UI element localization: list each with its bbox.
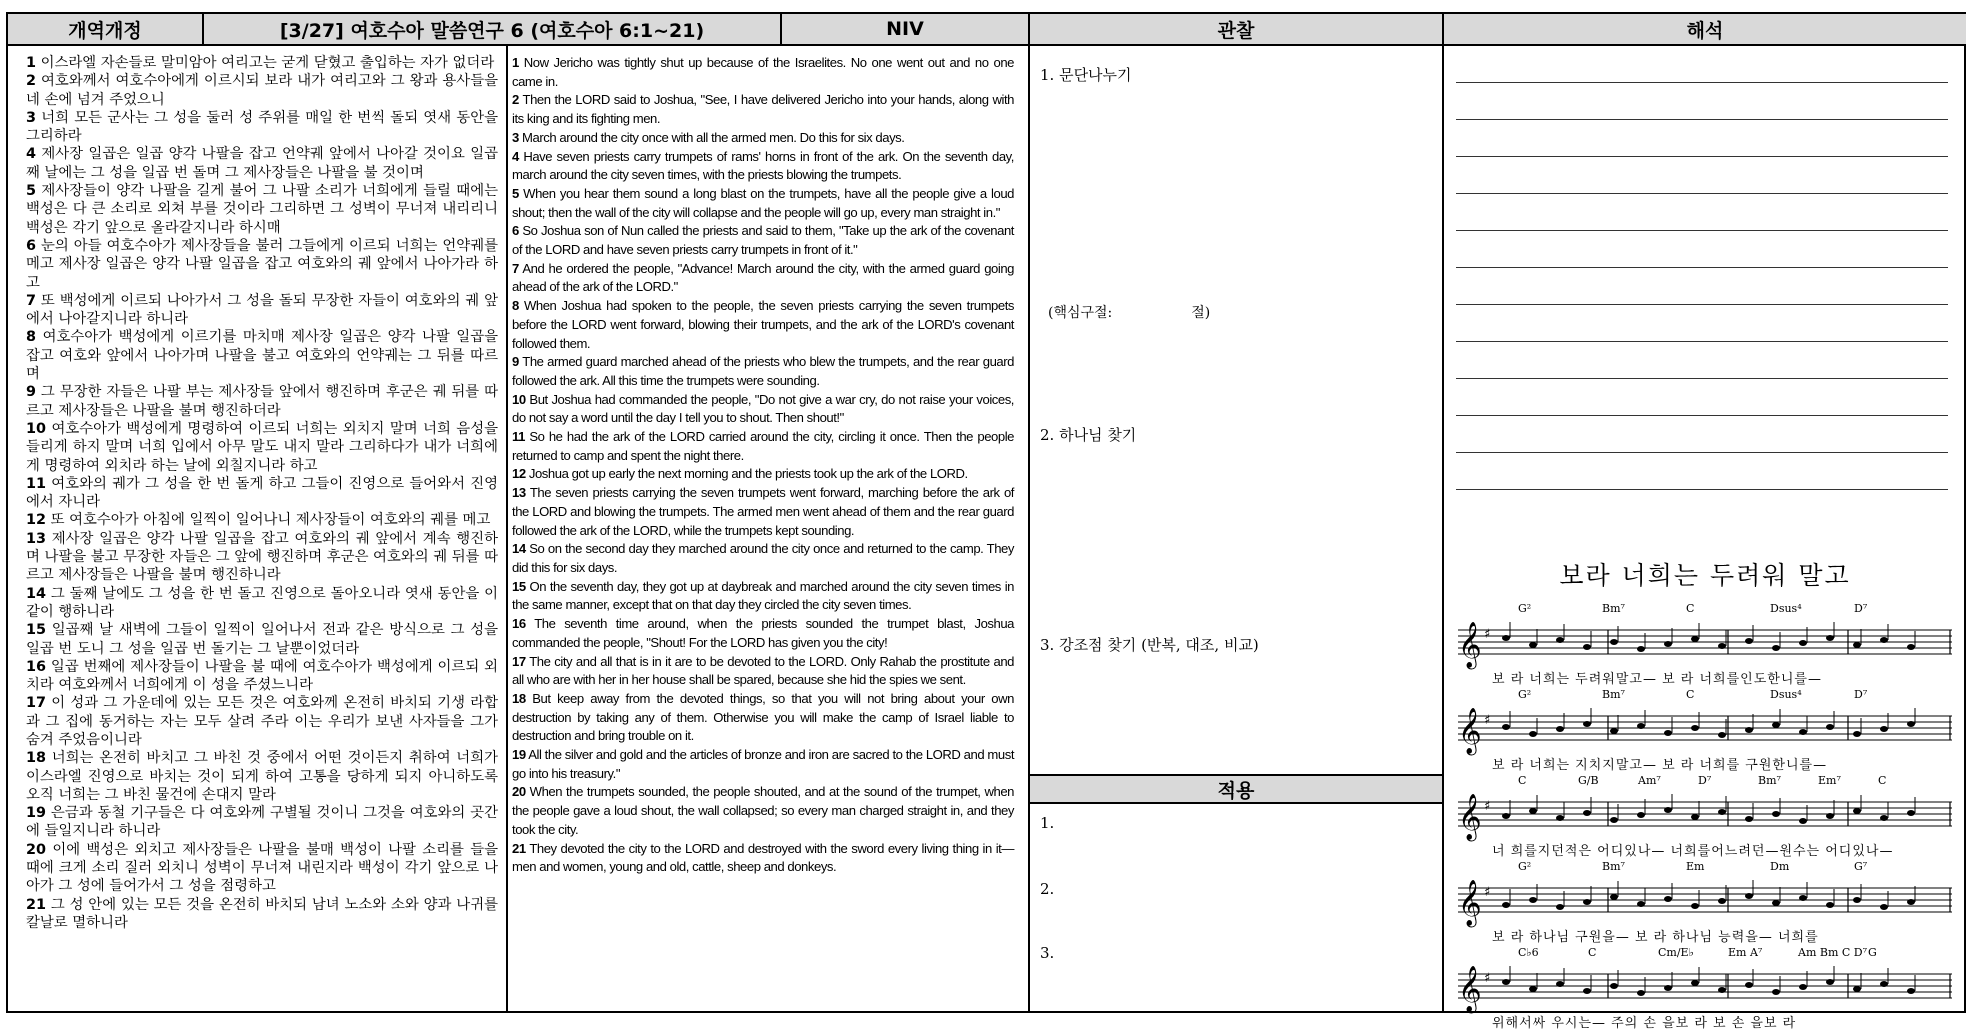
chord-symbol: Em⁷ [1818,774,1841,787]
verse-number: 16 [512,616,526,632]
english-verse [512,615,1014,652]
chord-symbol: C [1878,774,1887,787]
header-interpretation: 해석 [1444,14,1966,46]
lyric-line: 위해서싸 우시는— 주의 손 을보 라 보 손 을보 라 [1492,1016,1797,1031]
korean-verse [26,896,498,933]
verse-number: 8 [512,298,519,314]
note-icon [1556,637,1564,643]
note-icon [1745,816,1753,822]
korean-verse [26,328,498,383]
korean-verse [26,804,498,841]
verse-text: So Joshua son of Nun called the priests and said to them, "Take up the ark of the covenant of the LORD and have seven priests carry trumpets in front of it." [512,223,1014,258]
verse-text: When Joshua had spoken to the people, the seven priests carrying the seven trumpets before the LORD went forward, blowing their trumpets, and the ark of the LORD's covenant followed them. [512,298,1014,351]
note-icon [1772,900,1780,906]
note-icon [1907,988,1915,994]
verse-number: 4 [512,148,519,164]
writing-line [1456,415,1948,416]
korean-verse [26,237,498,292]
treble-clef-icon: 𝄞 [1458,794,1482,840]
treble-clef-icon: 𝄞 [1458,708,1482,754]
note-icon [1556,904,1564,910]
note-icon [1529,731,1537,737]
verse-text: 제사장들이 양각 나팔을 길게 불어 그 나팔 소리가 너희에게 들릴 때에는 백성은 다 큰 소리로 외쳐 부를 것이라 그리하면 그 성벽이 무너져 내리리니 백성은 각기 앞으로 올라갈지니라 하시매 [26,183,499,236]
note-icon [1853,897,1861,903]
verse-text: 또 백성에게 이르되 나아가서 그 성을 돌되 무장한 자들이 여호와의 궤 앞에서 나아갈지니라 하니라 [26,292,498,328]
korean-verse [26,383,498,420]
verse-text: 이스라엘 자손들로 말미암아 여리고는 굳게 닫혔고 출입하는 자가 없더라 [40,55,495,71]
note-icon [1907,810,1915,816]
key-verse-unit: 절) [1191,305,1211,321]
korean-verse [26,292,498,329]
verse-number: 12 [26,512,47,529]
verse-number: 2 [512,92,519,108]
korean-verse [26,145,498,182]
note-icon [1853,808,1861,814]
note-icon [1529,986,1537,992]
verse-number: 5 [512,185,519,201]
note-icon [1691,814,1699,820]
note-icon [1691,903,1699,909]
english-verse [512,91,1014,128]
english-verse [512,484,1014,540]
english-verse [512,746,1014,783]
korean-verse [26,54,498,72]
staff-line [1458,602,1952,688]
korean-verse [26,694,498,749]
chord-symbol: Bm⁷ [1602,688,1625,701]
note-icon [1610,894,1618,900]
verse-text: But keep away from the devoted things, so that you will not bring about your own destruction by taking any of them. Otherwise you will make the camp of Israel liable to destruction and bring trouble on it. [512,690,1014,744]
verse-number: 21 [26,896,47,913]
note-icon [1718,809,1726,815]
chord-symbol: G² [1518,602,1532,615]
korean-verse [26,420,498,475]
korean-verse [26,621,498,658]
verse-number: 2 [26,73,37,90]
staff-notation [1458,788,1952,848]
note-icon [1664,641,1672,647]
korean-verse [26,511,498,529]
verse-text: 제사장 일곱은 일곱 양각 나팔을 잡고 언약궤 앞에서 나아갈 것이요 일곱째 날에는 그 성을 일곱 번 돌며 그 제사장들은 나팔을 불 것이며 [26,146,499,181]
korean-verse [26,182,498,237]
note-icon [1556,726,1564,732]
note-icon [1583,721,1591,727]
observation-item-3: 3. 강조점 찾기 (반복, 대조, 비교) [1040,636,1259,654]
verse-number: 10 [512,391,526,407]
note-icon [1718,987,1726,993]
staff-line [1458,774,1952,860]
chord-symbol: G/B [1578,774,1599,787]
verse-text: Joshua got up early the next morning and the priests took up the ark of the LORD. [528,466,968,482]
header-version-en: NIV [782,14,1028,46]
chord-symbol: Cm/E♭ [1658,946,1694,959]
note-icon [1772,645,1780,651]
song-title: 보라 너희는 두려워 말고 [1559,561,1851,590]
verse-text: 일곱째 날 새벽에 그들이 일찍이 일어나서 전과 같은 방식으로 그 성을 일곱 번 도니 그 성을 일곱 번 돌기는 그 날뿐이었더라 [26,622,498,657]
note-icon [1529,897,1537,903]
header-version-kr: 개역개정 [8,14,202,46]
note-icon [1880,815,1888,821]
chord-symbol: G² [1518,688,1532,701]
korean-verse [26,658,498,695]
song-score [1444,548,1966,1031]
treble-clef-icon: 𝄞 [1458,966,1482,1012]
chord-symbol: G⁷ [1854,860,1868,873]
note-icon [1664,896,1672,902]
verse-number: 17 [26,695,47,712]
verse-text: 또 여호수아가 아침에 일찍이 일어나니 제사장들이 여호와의 궤를 메고 [50,512,491,529]
verse-number: 20 [26,841,47,858]
verse-text: Have seven priests carry trumpets of rams' horns in front of the ark. On the seventh day, march around the city seven times, with the priests blowing the trumpets. [512,148,1014,183]
verse-number: 14 [512,541,526,557]
english-verse [512,148,1014,185]
chord-symbol: G² [1518,860,1532,873]
note-icon [1772,989,1780,995]
note-icon [1718,643,1726,649]
note-icon [1853,986,1861,992]
verse-text: 여호와께서 여호수아에게 이르시되 보라 내가 여리고와 그 왕과 용사들을 네 손에 넘겨 주었으니 [26,73,499,108]
note-icon [1502,813,1510,819]
verse-text: 은금과 동철 기구들은 다 여호와께 구별될 것이니 그것을 여호와의 곳간에 들일지니라 하니라 [26,805,499,840]
english-verse [512,391,1014,428]
verse-number: 10 [26,420,47,437]
verse-number: 11 [512,429,525,445]
english-verse [512,129,1014,148]
korean-verse [26,109,498,146]
writing-line [1456,119,1948,120]
verse-text: 눈의 아들 여호수아가 제사장들을 불러 그들에게 이르되 너희는 언약궤를 메고 제사장 일곱은 양각 나팔 일곱을 잡고 여호와의 궤 앞에서 나아가라 하고 [26,237,499,291]
verse-text: 너희 모든 군사는 그 성을 둘러 성 주위를 매일 한 번씩 돌되 엿새 동안을 그리하라 [26,109,498,145]
verse-number: 18 [26,750,47,767]
note-icon [1583,810,1591,816]
korean-text-column [26,54,498,1007]
note-icon [1718,732,1726,738]
note-icon [1799,984,1807,990]
english-verse [512,353,1014,390]
korean-verse [26,585,498,622]
verse-number: 1 [26,55,37,71]
lyric-line: 보 라 너희는 두려워말고— 보 라 너희를인도한니를— [1492,672,1822,687]
chord-symbol: D⁷ [1854,602,1868,615]
verse-number: 15 [512,578,526,594]
chord-symbol: Em [1686,860,1705,873]
divider [780,14,782,46]
observation-item-2: 2. 하나님 찾기 [1040,426,1137,444]
writing-line [1456,193,1948,194]
application-header: 적용 [1030,774,1442,804]
note-icon [1637,990,1645,996]
chord-symbol: C♭6 [1518,946,1539,959]
staff-notation [1458,874,1952,934]
verse-text: The city and all that is in it are to be devoted to the LORD. Only Rahab the prostitute and all who are with her in her house shall be spared, because she hid the spies we sent. [512,653,1014,688]
note-icon [1799,895,1807,901]
note-icon [1691,636,1699,642]
english-verse [512,540,1014,577]
verse-text: But Joshua had commanded the people, "Do not give a war cry, do not raise your voices, do not say a word until the day I tell you to shout. Then shout!" [512,391,1014,426]
chord-symbol: C [1518,774,1527,787]
korean-verse [26,475,498,512]
verse-number: 17 [512,653,526,669]
application-item-2: 2. [1040,880,1055,898]
note-icon [1691,980,1699,986]
english-verse [512,185,1014,222]
verse-number: 13 [512,485,526,501]
lyric-line: 보 라 하나님 구원을— 보 라 하나님 능력을— 너희를 [1492,930,1819,945]
verse-text: Now Jericho was tightly shut up because of the Israelites. No one went out and no one came in. [512,55,1014,89]
writing-line [1456,230,1948,231]
verse-text: When the trumpets sounded, the people shouted, and at the sound of the trumpet, when the people gave a loud shout, the wall collapsed; so every man charged straight in, and they took the city. [512,784,1014,837]
note-icon [1583,988,1591,994]
chord-symbol: C [1686,602,1695,615]
key-verse-label [1048,302,1210,322]
verse-number: 8 [26,329,37,346]
note-icon [1799,818,1807,824]
note-icon [1637,646,1645,652]
note-icon [1745,638,1753,644]
note-icon [1826,813,1834,819]
verse-text: 이 성과 그 가운데에 있는 모든 것은 여호와께 온전히 바치되 기생 라합과 그 집에 동거하는 자는 모두 살려 주라 이는 우리가 보낸 사자들을 그가 숨겨 주었음이니라 [26,695,498,748]
korean-verse [26,749,498,804]
verse-text: 그 무장한 자들은 나팔 부는 제사장들 앞에서 행진하며 후군은 궤 뒤를 따르고 제사장들은 나팔을 불며 행진하더라 [26,384,498,419]
note-icon [1529,642,1537,648]
verse-number: 4 [26,146,37,163]
verse-text: 여호수아가 백성에게 이르기를 마치매 제사장 일곱은 양각 나팔 일곱을 잡고 여호와 앞에서 나아가며 나팔을 불고 여호와의 언약궤는 그 뒤를 따르며 [26,329,498,383]
verse-number: 20 [512,784,526,800]
chord-symbol: Am Bm C D⁷ [1798,946,1868,959]
chord-symbol: Dsus⁴ [1770,602,1802,615]
verse-text: 제사장 일곱은 양각 나팔 일곱을 잡고 여호와의 궤 앞에서 계속 행진하며 나팔을 불고 무장한 자들은 그 앞에 행진하며 후군은 여호와의 궤 뒤를 따르고 제사장들은 나팔을 불며 행진하니라 [26,530,498,584]
verse-text: 이에 백성은 외치고 제사장들은 나팔을 불매 백성이 나팔 소리를 들을 때에 크게 소리 질러 외치니 성벽이 무너져 내린지라 백성이 각기 앞으로 나아가 그 성에 들어가서 그 성을 점령하고 [26,841,498,895]
note-icon [1907,644,1915,650]
note-icon [1826,635,1834,641]
verse-number: 13 [26,530,47,547]
divider [506,46,508,1011]
note-icon [1610,983,1618,989]
verse-text: 너희는 온전히 바치고 그 바친 것 중에서 어떤 것이든지 취하여 너희가 이스라엘 진영으로 바치는 것이 되게 하여 고통을 당하게 되지 아니하도록 오직 너희는 그 바친 물건에 손대지 말라 [26,750,498,803]
note-icon [1502,979,1510,985]
note-icon [1880,726,1888,732]
lyric-line: 보 라 너희는 지치지말고— 보 라 너희를 구원한니를— [1492,758,1828,773]
verse-text: All the silver and gold and the articles of bronze and iron are sacred to the LORD and must go into his treasury." [512,747,1015,781]
note-icon [1799,640,1807,646]
divider [1028,14,1030,1011]
staff-notation [1458,702,1952,762]
english-verse [512,783,1014,839]
note-icon [1907,899,1915,905]
verse-text: And he ordered the people, "Advance! March around the city, with the armed guard going ahead of the ark of the LORD." [512,260,1014,295]
verse-number: 21 [512,840,526,856]
english-verse [512,222,1014,259]
korean-verse [26,530,498,585]
note-icon [1637,901,1645,907]
writing-line [1456,82,1948,83]
english-verse [512,54,1014,91]
chord-symbol: Em A⁷ [1728,946,1763,959]
staff-line [1458,688,1952,774]
divider [202,14,204,46]
chord-symbol: C [1686,688,1695,701]
note-icon [1610,817,1618,823]
english-verse [512,840,1014,877]
note-icon [1610,639,1618,645]
verse-number: 1 [512,55,519,70]
verse-text: 여호수아가 백성에게 명령하여 이르되 너희는 외치지 말며 너희 음성을 들리게 하지 말며 너희 입에서 아무 말도 내지 말라 그리하다가 내가 너희에게 명령하여 외치라 하는 날에 외칠지니라 하고 [26,420,498,474]
header-observation: 관찰 [1030,14,1442,46]
verse-text: The seven priests carrying the seven trumpets went forward, marching before the ark of the LORD and blowing the trumpets. The armed men went ahead of them and the rear guard followed the ark of the LORD, while the trumpets kept sounding. [512,485,1014,538]
chord-symbol: Bm⁷ [1758,774,1781,787]
application-item-3: 3. [1040,944,1055,962]
key-verse-text: (핵심구절: [1048,305,1113,321]
english-text-column [512,54,1014,1007]
verse-number: 16 [26,658,47,675]
sharp-icon: ♯ [1484,799,1491,814]
chord-symbol: Bm⁷ [1602,860,1625,873]
note-icon [1826,979,1834,985]
staff-line [1458,946,1952,1032]
writing-line [1456,156,1948,157]
verse-number: 7 [512,260,519,276]
english-verse [512,260,1014,297]
verse-number: 14 [26,585,47,602]
english-verse [512,578,1014,615]
korean-verse [26,72,498,109]
verse-number: 7 [26,292,37,309]
english-verse [512,690,1014,746]
chord-symbol: G [1868,946,1877,959]
note-icon [1745,727,1753,733]
writing-line [1456,341,1948,342]
note-icon [1745,982,1753,988]
note-icon [1502,902,1510,908]
note-icon [1529,808,1537,814]
note-icon [1772,811,1780,817]
note-icon [1556,815,1564,821]
sharp-icon: ♯ [1484,971,1491,986]
note-icon [1718,898,1726,904]
note-icon [1556,981,1564,987]
verse-number: 3 [512,129,519,145]
note-icon [1745,893,1753,899]
note-icon [1853,642,1861,648]
verse-text: On the seventh day, they got up at daybreak and marched around the city seven times in the same manner, except that on that day they circled the city seven times. [512,578,1014,613]
lyric-line: 너 희를지던적은 어디있나— 너희를어느려던—원수는 어디있나— [1492,844,1894,859]
verse-number: 11 [26,475,47,492]
note-icon [1502,635,1510,641]
verse-text: Then the LORD said to Joshua, "See, I have delivered Jericho into your hands, along with its king and its fighting men. [512,92,1015,127]
english-verse [512,297,1014,353]
note-icon [1880,981,1888,987]
chord-symbol: D⁷ [1854,688,1868,701]
verse-text: So on the second day they marched around the city once and returned to the camp. They did this for six days. [512,541,1014,575]
sharp-icon: ♯ [1484,713,1491,728]
note-icon [1637,812,1645,818]
verse-text: 여호와의 궤가 그 성을 한 번 돌게 하고 그들이 진영으로 들어와서 진영에서 자니라 [26,475,498,511]
chord-symbol: D⁷ [1698,774,1712,787]
verse-text: So he had the ark of the LORD carried around the city, circling it once. Then the people returned to camp and spent the night there. [512,429,1014,463]
verse-number: 5 [26,183,37,200]
verse-number: 19 [26,805,47,822]
verse-number: 19 [512,747,526,763]
verse-number: 15 [26,622,47,639]
note-icon [1826,902,1834,908]
verse-number: 9 [512,354,519,370]
application-item-1: 1. [1040,814,1055,832]
note-icon [1637,723,1645,729]
korean-verse [26,841,498,896]
chord-symbol: Dsus⁴ [1770,688,1802,701]
note-icon [1880,904,1888,910]
chord-symbol: C [1588,946,1597,959]
staff-line [1458,860,1952,946]
verse-text: March around the city once with all the armed men. Do this for six days. [522,129,905,145]
verse-number: 18 [512,690,526,706]
verse-text: 그 둘째 날에도 그 성을 한 번 돌고 진영으로 돌아오니라 엿새 동안을 이같이 행하니라 [26,585,498,620]
note-icon [1583,899,1591,905]
english-verse [512,428,1014,465]
treble-clef-icon: 𝄞 [1458,880,1482,926]
note-icon [1502,724,1510,730]
note-icon [1907,721,1915,727]
note-icon [1826,724,1834,730]
header-title: [3/27] 여호수아 말씀연구 6 (여호수아 6:1~21) [204,14,780,46]
verse-text: The seventh time around, when the priests sounded the trumpet blast, Joshua commanded the people, "Shout! For the LORD has given you the city! [512,616,1014,650]
note-icon [1664,807,1672,813]
verse-text: The armed guard marched ahead of the priests who blew the trumpets, and the rear guard followed the ark. All this time the trumpets were sounding. [512,354,1015,388]
note-icon [1610,728,1618,734]
verse-text: When you hear them sound a long blast on the trumpets, have all the people give a loud shout; then the wall of the city will collapse and the people will go up, every man straight in." [512,185,1014,220]
chord-symbol: Dm [1770,860,1790,873]
staff-notation [1458,960,1952,1020]
note-icon [1664,730,1672,736]
english-verse [512,653,1014,690]
sharp-icon: ♯ [1484,627,1491,642]
verse-number: 12 [512,466,526,482]
writing-line [1456,489,1948,490]
verse-number: 6 [512,223,519,239]
verse-number: 3 [26,109,37,126]
verse-text: They devoted the city to the LORD and destroyed with the sword every living thing in it—men and women, young and old, cattle, sheep and donkeys. [512,840,1015,875]
study-sheet [6,12,1966,1031]
verse-text: 일곱 번째에 제사장들이 나팔을 불 때에 여호수아가 백성에게 이르되 외치라 여호와께서 너희에게 이 성을 주셨느니라 [26,658,499,694]
chord-symbol: Am⁷ [1638,774,1661,787]
verse-number: 9 [26,384,37,401]
note-icon [1664,985,1672,991]
verse-text: 그 성 안에 있는 모든 것을 온전히 바치되 남녀 노소와 소와 양과 나귀를 칼날로 멸하니라 [26,896,498,931]
note-icon [1853,731,1861,737]
english-verse [512,465,1014,484]
note-icon [1583,644,1591,650]
writing-line [1456,378,1948,379]
writing-line [1456,267,1948,268]
writing-line [1456,304,1948,305]
verse-number: 6 [26,237,37,254]
sharp-icon: ♯ [1484,885,1491,900]
writing-line [1456,452,1948,453]
note-icon [1691,725,1699,731]
note-icon [1772,722,1780,728]
observation-item-1: 1. 문단나누기 [1040,66,1132,84]
note-icon [1799,729,1807,735]
treble-clef-icon: 𝄞 [1458,622,1482,668]
note-icon [1880,637,1888,643]
chord-symbol: Bm⁷ [1602,602,1625,615]
staff-notation [1458,616,1952,676]
